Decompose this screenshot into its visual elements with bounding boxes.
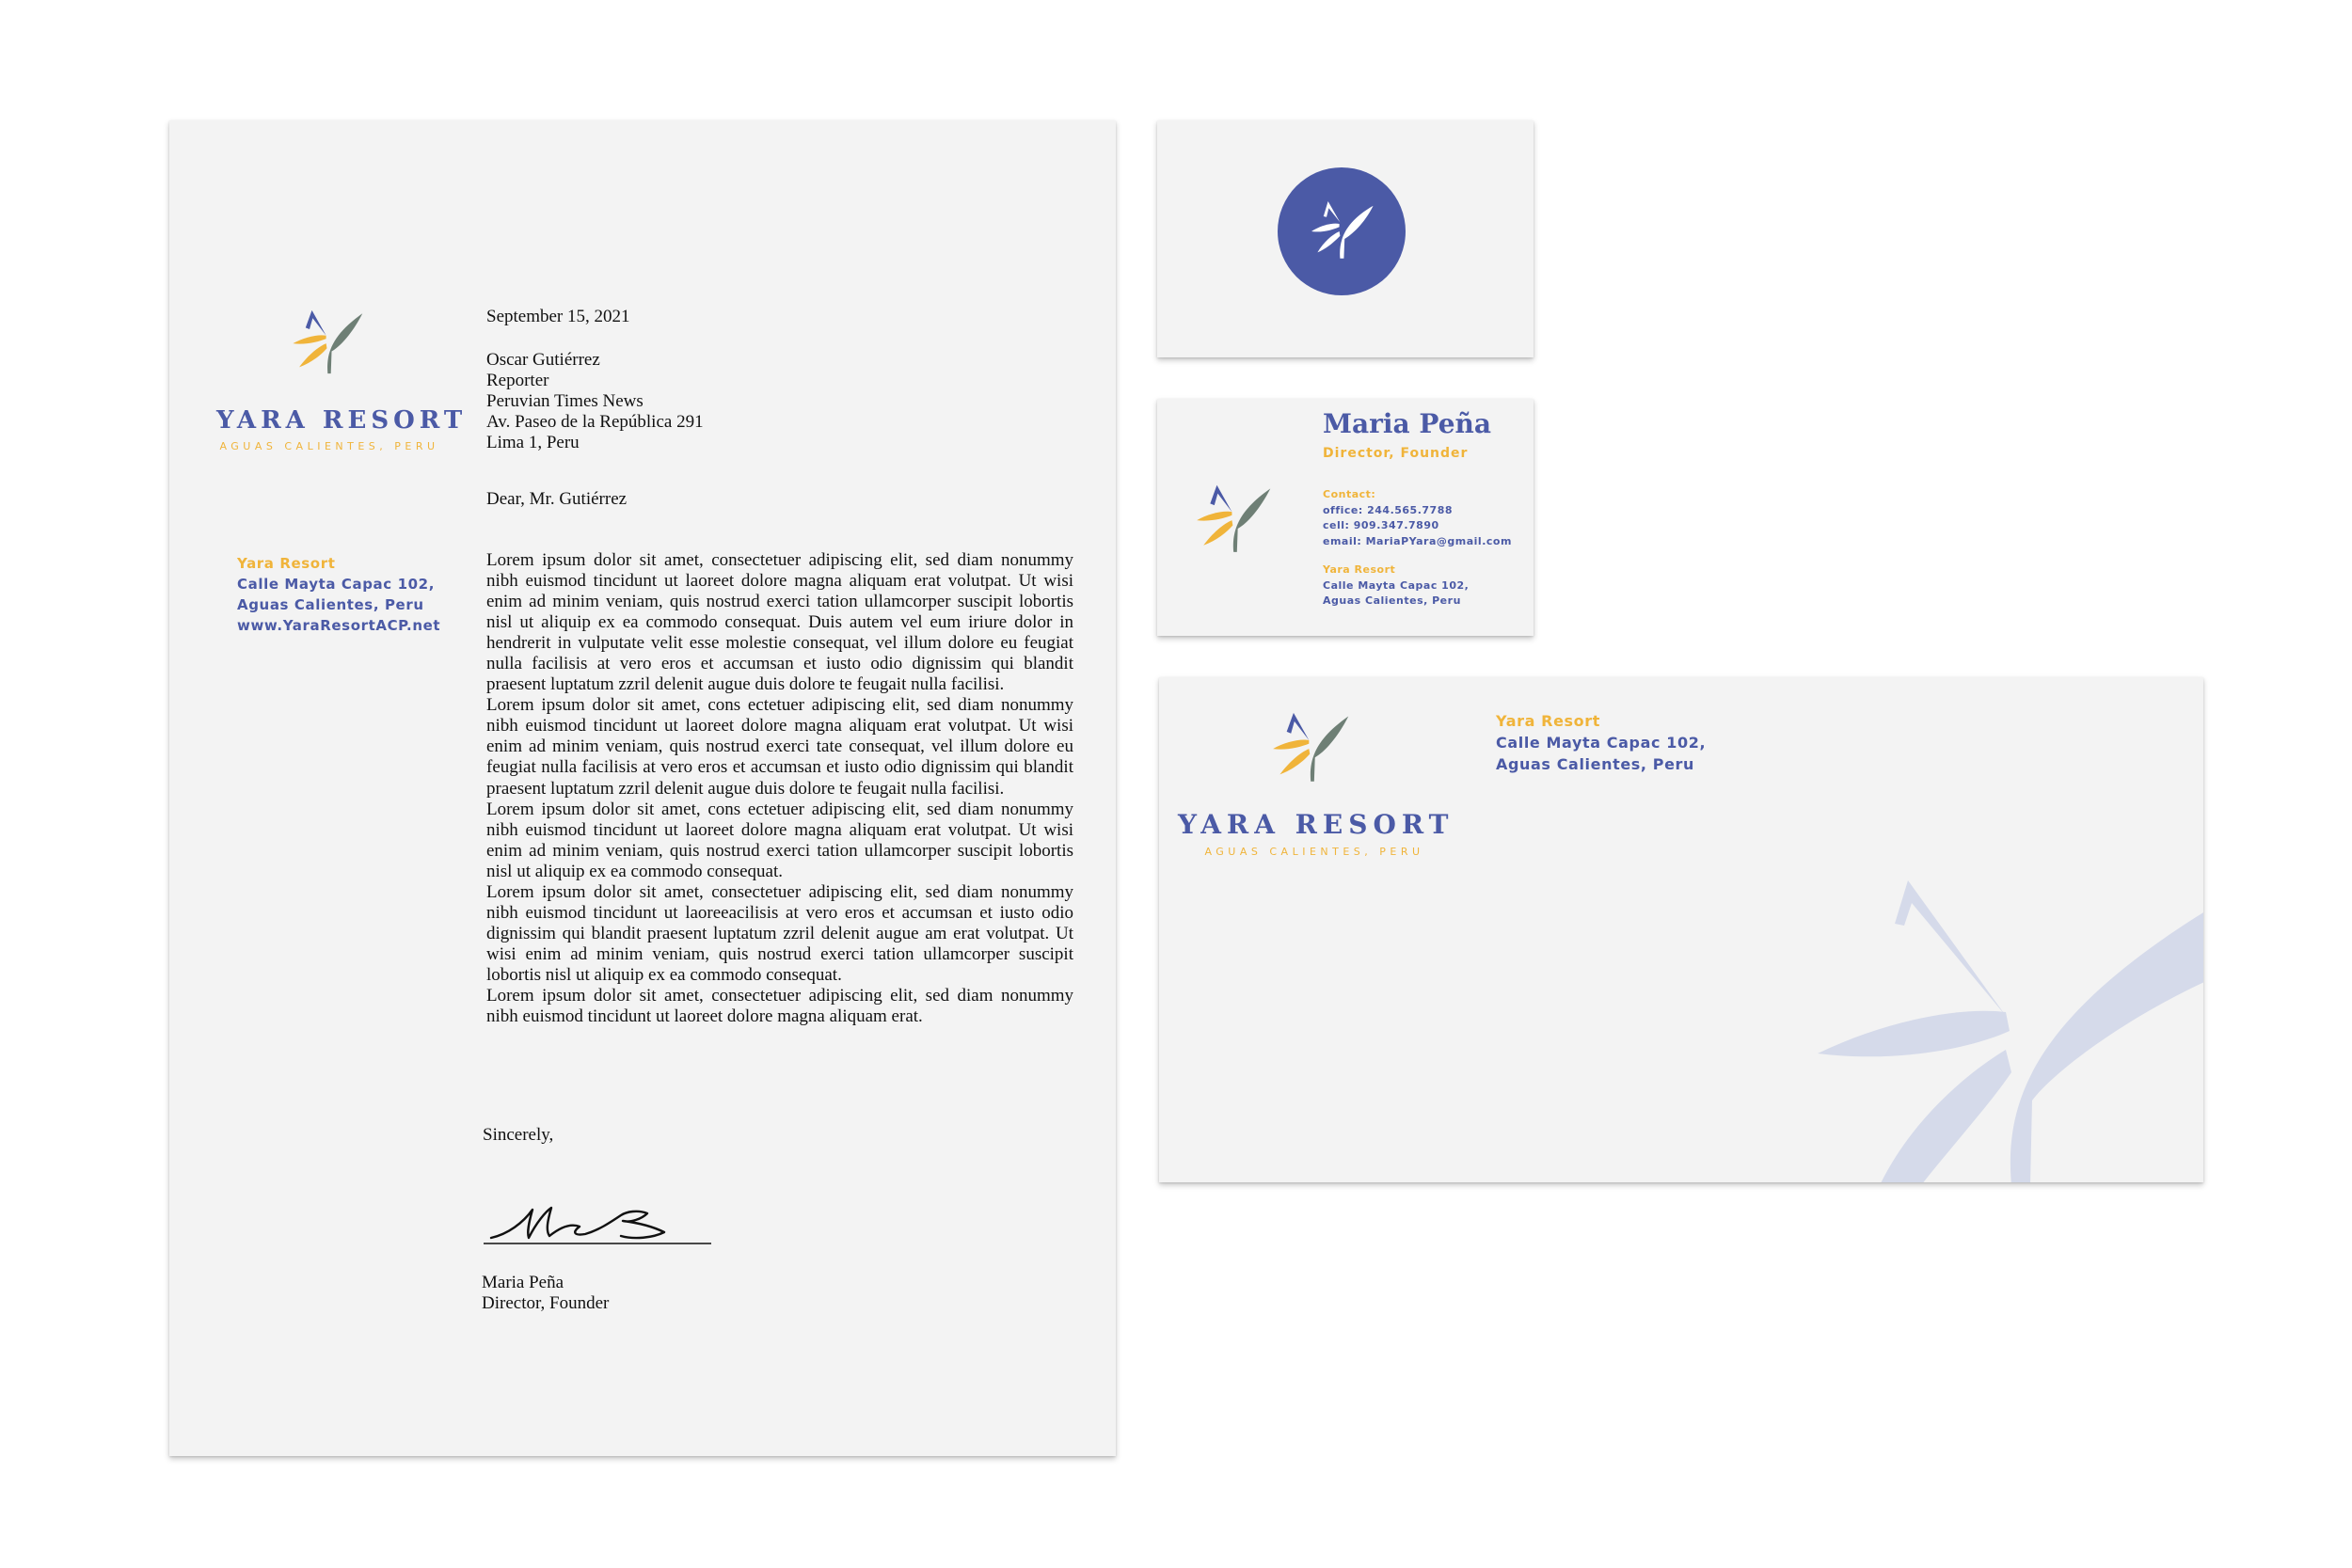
body-paragraph: Lorem ipsum dolor sit amet, cons ectetuer adipiscing elit, sed diam nonummy nibh euismod tincidunt ut laoreet dolore magna aliquam erat volutpat. Ut wisi enim ad minim veniam, quis nostrud exerci tate consequat, vel illum dolore eu feugiat nulla facilisis at vero eros et accumsan et iusto odio dignissim qui blandit praesent luptatum zzril delenit augue duis dolore te feugait nulla facilisi. (486, 695, 1073, 799)
letter-signer (482, 1273, 609, 1314)
business-card-front (1157, 399, 1534, 636)
envelope-brand-name: YARA RESORT (1178, 809, 1454, 840)
letter-closing: Sincerely, (483, 1125, 554, 1145)
yara-leaf-logo (290, 309, 369, 380)
recipient-line: Av. Paseo de la República 291 (486, 412, 704, 432)
recipient-line: Peruvian Times News (486, 391, 644, 411)
card-name: Maria Peña (1323, 408, 1492, 439)
card-contact (1323, 487, 1512, 549)
letter-greeting: Dear, Mr. Gutiérrez (486, 489, 628, 509)
contact-email: email: MariaPYara@gmail.com (1323, 534, 1512, 547)
body-paragraph: Lorem ipsum dolor sit amet, consectetuer adipiscing elit, sed diam nonummy nibh euismod tincidunt ut laoreeacilisis at vero eros et accumsan et iusto odio dignissim qui blandit praesent luptatum zzril delenit augue am erat volutpat. Ut wisi enim ad minim veniam, quis nostrud exerci tation ullamcorper suscipit lobortis nisl ut aliquip ex ea commodo consequat. (486, 881, 1073, 985)
contact-office: office: 244.565.7788 (1323, 503, 1454, 516)
signer-title: Director, Founder (482, 1293, 610, 1313)
signature-graphic (480, 1195, 715, 1260)
body-paragraph: Lorem ipsum dolor sit amet, consectetuer adipiscing elit, sed diam nonummy nibh euismod tincidunt ut laoreet dolore magna aliquam erat. (486, 985, 1073, 1027)
leaf-watermark-graphic (1818, 865, 2203, 1182)
address-website: www.YaraResortACP.net (237, 617, 441, 634)
recipient-line: Oscar Gutiérrez (486, 350, 600, 370)
address-street: Calle Mayta Capac 102, (1496, 734, 1707, 752)
address-city: Aguas Calientes, Peru (237, 596, 424, 613)
letter-date: September 15, 2021 (486, 307, 630, 326)
letter-recipient (486, 350, 704, 453)
signer-name: Maria Peña (482, 1273, 564, 1292)
body-paragraph: Lorem ipsum dolor sit amet, cons ectetuer adipiscing elit, sed diam nonummy nibh euismod tincidunt ut laoreet dolore magna aliquam erat volutpat. Ut wisi enim ad minim veniam, quis nostrud exerci tation ullamcorper suscipit lobortis nisl ut aliquip ex ea commodo consequat. (486, 799, 1073, 881)
letterhead-brand-name: YARA RESORT (216, 406, 468, 435)
recipient-line: Lima 1, Peru (486, 433, 580, 452)
business-card-back (1157, 120, 1534, 357)
address-name: Yara Resort (1496, 712, 1600, 730)
yara-leaf-logo (1189, 483, 1281, 559)
letterhead-page (169, 120, 1116, 1456)
card-title: Director, Founder (1323, 446, 1469, 461)
contact-cell: cell: 909.347.7890 (1323, 519, 1439, 531)
yara-leaf-logo (1264, 711, 1360, 788)
letter-body (486, 550, 1073, 1027)
letterhead-address (237, 553, 440, 636)
recipient-line: Reporter (486, 371, 549, 390)
body-paragraph: Lorem ipsum dolor sit amet, consectetuer adipiscing elit, sed diam nonummy nibh euismod tincidunt ut laoreet dolore magna aliquam erat volutpat. Ut wisi enim ad minim veniam, quis nostrud exerci tation ullamcorper suscipit lobortis nisl ut aliquip ex ea commodo consequat. Duis autem vel eum iriure dolor in hendrerit in vulputate velit esse molestie consequat, vel illum dolore eu feugiat nulla facilisis at vero eros et accumsan et iusto odio dignissim qui blandit praesent luptatum zzril delenit augue duis dolore te feugait nulla facilisi. (486, 550, 1073, 695)
address-street: Calle Mayta Capac 102, (1323, 578, 1470, 592)
envelope-brand-tagline: AGUAS CALIENTES, PERU (1204, 846, 1424, 858)
contact-label: Contact: (1323, 488, 1376, 500)
card-address (1323, 562, 1469, 610)
address-name: Yara Resort (237, 555, 336, 572)
letterhead-brand-tagline: AGUAS CALIENTES, PERU (219, 440, 439, 452)
address-name: Yara Resort (1323, 563, 1396, 576)
envelope (1159, 677, 2203, 1182)
address-street: Calle Mayta Capac 102, (237, 576, 436, 593)
address-city: Aguas Calientes, Peru (1323, 594, 1461, 607)
logo-badge (1278, 167, 1406, 295)
yara-leaf-icon (1304, 194, 1379, 269)
envelope-return-address (1496, 710, 1706, 775)
address-city: Aguas Calientes, Peru (1496, 755, 1694, 773)
